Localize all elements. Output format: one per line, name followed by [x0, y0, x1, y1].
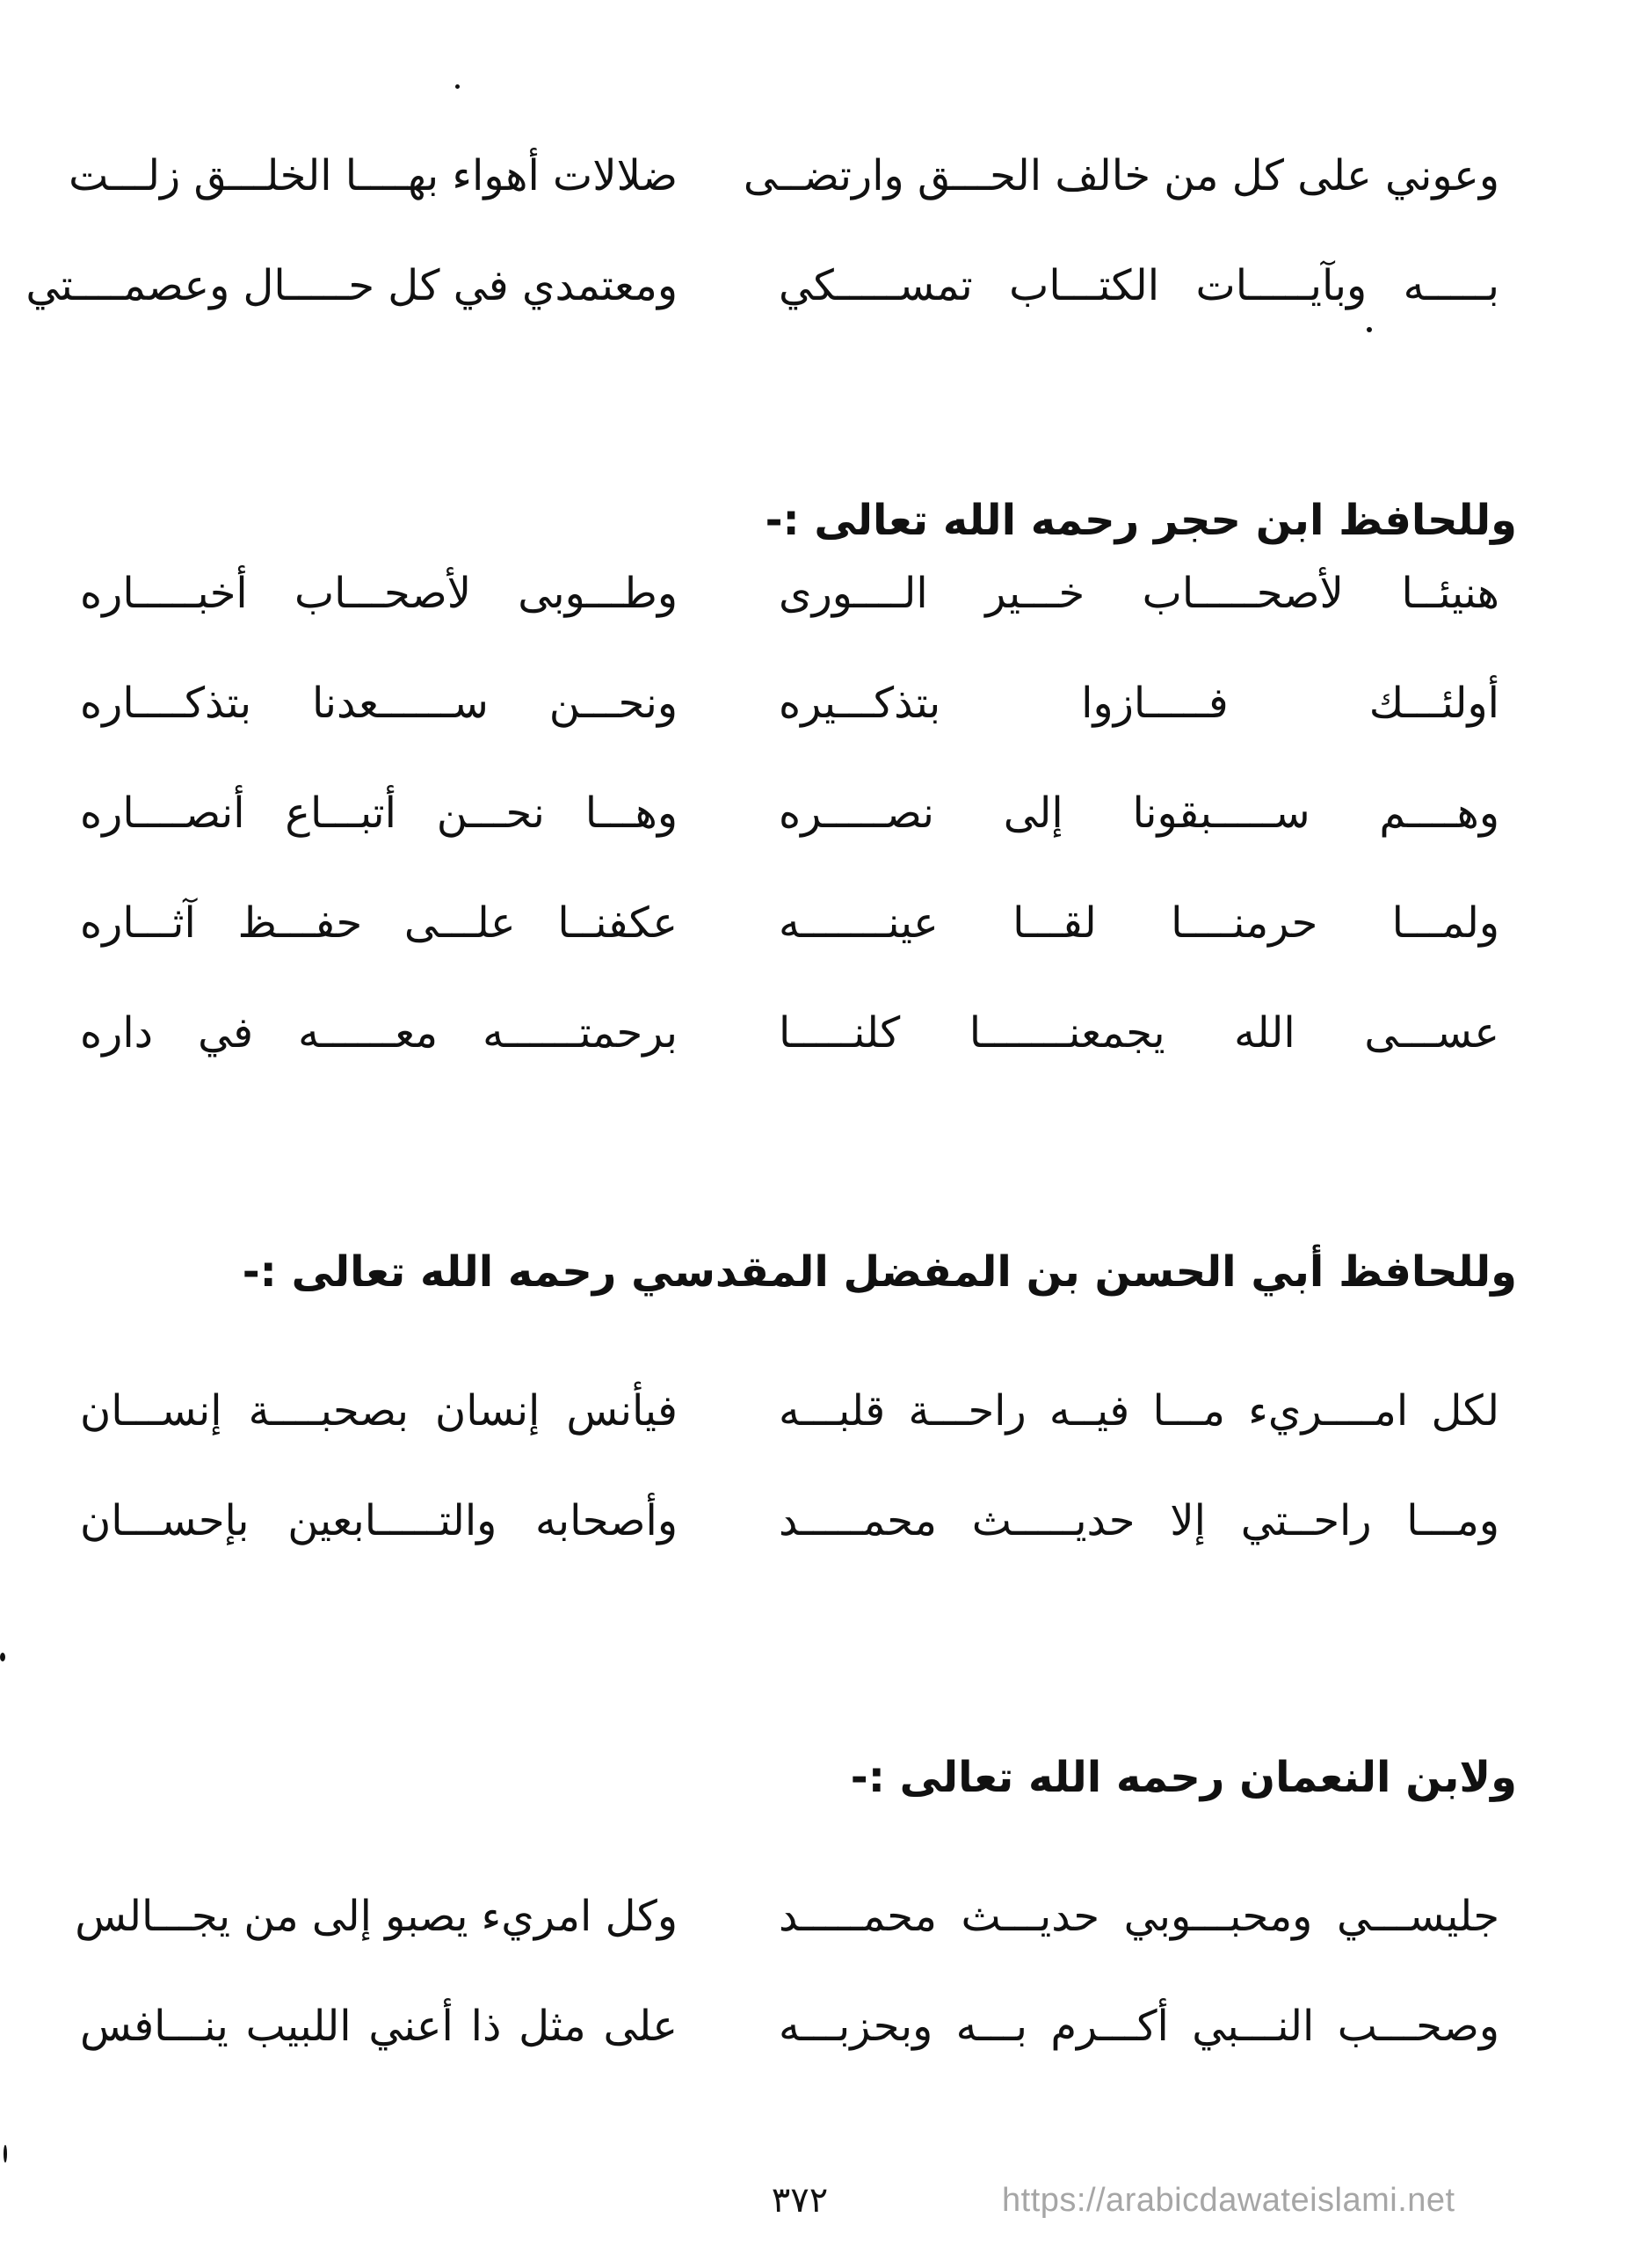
- verse-first-hemistich: جليســـي ومحبـــوبي حديـــث محمـــــد: [779, 1892, 1499, 1941]
- verse-second-hemistich: وهـــا نحـــن أتبـــاع أنصــــاره: [80, 789, 678, 838]
- verse-first-hemistich: عســـى الله يجمعنـــــــا كلنـــــا: [779, 1008, 1499, 1058]
- scan-speck: [0, 1653, 5, 1661]
- verse-line: [0, 1881, 1640, 1952]
- section-heading: ولابن النعمان رحمه الله تعالى :-: [850, 1753, 1517, 1802]
- verse-first-hemistich: ولمـــا حرمنــــا لقـــا عينـــــــه: [779, 898, 1499, 948]
- verse-second-hemistich: عكفنــا علـــى حفـــظ آثـــاره: [80, 898, 678, 948]
- verse-line: [0, 778, 1640, 848]
- verse-line: [0, 888, 1640, 958]
- verse-first-hemistich: وصحـــب النـــبي أكـــرم بـــه وبحزبـــه: [779, 2002, 1499, 2051]
- verse-second-hemistich: وأصحابه والتـــــابعين بإحســـان: [80, 1496, 678, 1545]
- page-number: ٣٧٢: [771, 2180, 829, 2221]
- verse-line: [0, 141, 1640, 211]
- section-heading: وللحافظ أبي الحسن بن المفضل المقدسي رحمه الله تعالى :-: [242, 1247, 1517, 1297]
- verse-second-hemistich: برحمتــــــه معــــــه في داره: [80, 1008, 678, 1058]
- verse-first-hemistich: لكل امــــريء مـــا فيــه راحـــة قلبـــه: [779, 1386, 1500, 1436]
- verse-first-hemistich: بـــــه وبآيـــــات الكتـــاب تمســـــكي: [779, 261, 1499, 310]
- scan-speck: [1367, 327, 1372, 332]
- scan-speck: [4, 2145, 7, 2163]
- verse-first-hemistich: وهــــم ســـــبقونا إلى نصـــــره: [779, 789, 1499, 838]
- verse-second-hemistich: وطـــوبى لأصحـــاب أخبـــــاره: [80, 569, 678, 618]
- verse-line: [0, 1376, 1640, 1446]
- verse-first-hemistich: ومـــا راحــتي إلا حديـــــث محمـــــد: [779, 1496, 1499, 1545]
- verse-line: [0, 998, 1640, 1068]
- verse-second-hemistich: ومعتمدي في كل حـــــال وعصمــــتي: [25, 261, 678, 310]
- verse-line: [0, 251, 1640, 321]
- verse-second-hemistich: وكل امريء يصبو إلى من يجـــالس: [75, 1892, 678, 1941]
- verse-second-hemistich: على مثل ذا أعني اللبيب ينـــافس: [80, 2002, 678, 2051]
- section-heading: وللحافظ ابن حجر رحمه الله تعالى :-: [765, 496, 1517, 545]
- verse-first-hemistich: هنيئــا لأصحـــــاب خـــير الــــورى: [779, 569, 1499, 618]
- verse-second-hemistich: فيأنس إنسان بصحبــــة إنســـان: [80, 1386, 678, 1436]
- scan-speck: [455, 84, 460, 89]
- verse-line: [0, 558, 1640, 629]
- watermark-url: https://arabicdawateislami.net: [1002, 2182, 1455, 2219]
- verse-line: [0, 1991, 1640, 2061]
- verse-second-hemistich: ونحـــن ســــــعدنا بتذكــــاره: [80, 679, 678, 728]
- verse-first-hemistich: وعوني على كل من خالف الحـــق وارتضــى: [743, 151, 1499, 200]
- verse-line: [0, 1486, 1640, 1556]
- verse-line: [0, 668, 1640, 738]
- verse-second-hemistich: ضلالات أهواء بهــــا الخلـــق زلـــت: [69, 151, 678, 200]
- verse-first-hemistich: أولئـــك فـــــازوا بتذكـــيره: [779, 679, 1499, 728]
